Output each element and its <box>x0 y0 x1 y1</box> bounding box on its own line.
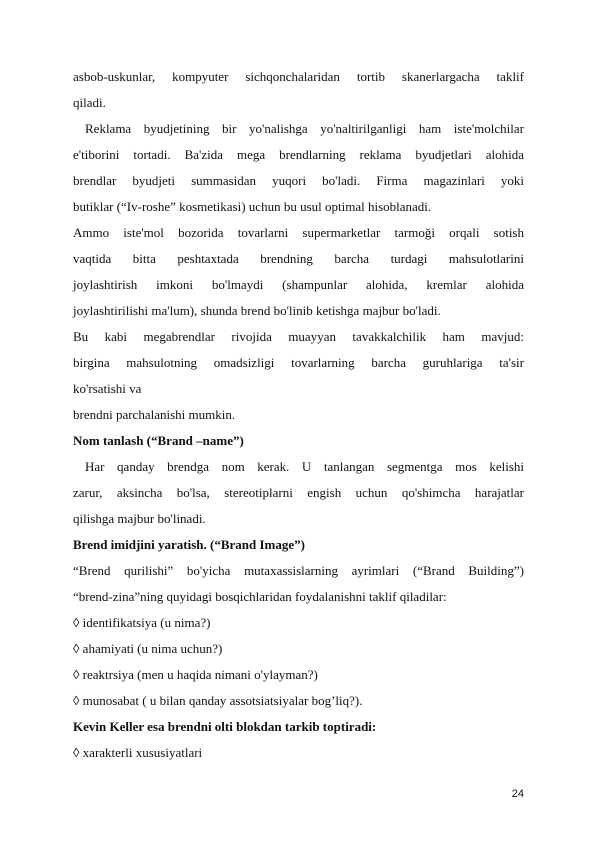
paragraph-line: “brend-zina”ning quyidagi bosqichlaridan foydalanishni taklif qiladilar: <box>73 589 447 604</box>
paragraph-line: ko'rsatishi va <box>73 381 142 396</box>
paragraph-line: qiladi. <box>73 95 106 110</box>
paragraph-line: vaqtida bitta peshtaxtada brendning barcha turdagi mahsulotlarini <box>73 251 524 266</box>
paragraph-line: Ammo iste'mol bozorida tovarlarni supermarketlar tarmoği orqali sotish <box>73 225 524 240</box>
list-item: ◊ reaktrsiya (men u haqida nimani o'ylayman?) <box>73 667 318 682</box>
paragraph-line: Reklama byudjetining bir yo'nalishga yo'naltirilganligi ham iste'molchilar <box>85 121 524 136</box>
paragraph-line: brendlar byudjeti summasidan yuqori bo'ladi. Firma magazinlari yoki <box>73 173 524 188</box>
section-heading: Brend imidjini yaratish. (“Brand Image”) <box>73 537 305 552</box>
document-page <box>73 64 524 766</box>
section-heading: Kevin Keller esa brendni olti blokdan tarkib toptiradi: <box>73 719 377 734</box>
list-item: ◊ identifikatsiya (u nima?) <box>73 615 211 630</box>
paragraph-line: birgina mahsulotning omadsizligi tovarlarning barcha guruhlariga ta'sir <box>73 355 524 370</box>
paragraph-line: joylashtirish imkoni bo'lmaydi (shampunlar alohida, kremlar alohida <box>73 277 524 292</box>
paragraph-line: e'tiborini tortadi. Ba'zida mega brendlarning reklama byudjetlari alohida <box>73 147 524 162</box>
paragraph-line: asbob-uskunlar, kompyuter sichqonchalaridan tortib skanerlargacha taklif <box>73 69 524 84</box>
list-item: ◊ ahamiyati (u nima uchun?) <box>73 641 223 656</box>
list-item: ◊ xarakterli xususiyatlari <box>73 745 203 760</box>
paragraph-line: Bu kabi megabrendlar rivojida muayyan tavakkalchilik ham mavjud: <box>73 329 524 344</box>
paragraph-line: butiklar (“Iv-roshe” kosmetikasi) uchun bu usul optimal hisoblanadi. <box>73 199 432 214</box>
paragraph-line: Har qanday brendga nom kerak. U tanlangan segmentga mos kelishi <box>85 459 524 474</box>
paragraph-line: zarur, aksincha bo'lsa, stereotiplarni engish uchun qo'shimcha harajatlar <box>73 485 524 500</box>
list-item: ◊ munosabat ( u bilan qanday assotsiatsiyalar bog’liq?). <box>73 693 363 708</box>
paragraph-line: “Brend qurilishi” bo'yicha mutaxassislarning ayrimlari (“Brand Building”) <box>73 563 524 578</box>
paragraph-line: brendni parchalanishi mumkin. <box>73 407 236 422</box>
paragraph-line: joylashtirilishi ma'lum), shunda brend bo'linib ketishga majbur bo'ladi. <box>73 303 441 318</box>
page-number: 24 <box>511 788 524 800</box>
paragraph-line: qilishga majbur bo'linadi. <box>73 511 206 526</box>
section-heading: Nom tanlash (“Brand –name”) <box>73 433 244 448</box>
